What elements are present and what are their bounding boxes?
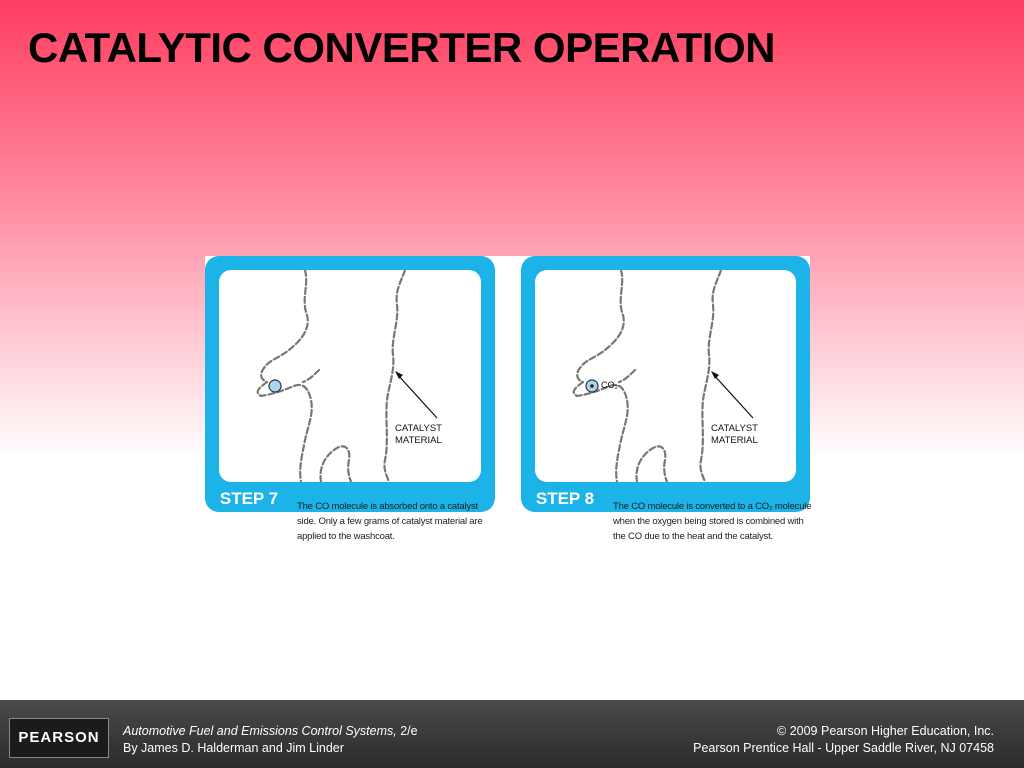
step-8-diagram <box>535 270 796 482</box>
footer-bar <box>0 700 1024 768</box>
catalytic-figure <box>205 256 810 556</box>
step-7-tab: STEP 7 <box>205 486 293 512</box>
washcoat-diagram <box>219 270 481 482</box>
step-8-caption: The CO molecule is converted to a CO₂ molecule when the oxygen being stored is combined with the CO due to the heat and the catalyst. <box>613 501 812 542</box>
step-8-frame <box>521 256 810 512</box>
copyright-block <box>693 723 994 757</box>
edition: 2/e <box>396 724 418 738</box>
pearson-logo: PEARSON <box>9 718 109 758</box>
catalyst-material-label: CATALYST MATERIAL <box>711 423 758 446</box>
step-7-caption: The CO molecule is absorbed onto a catalyst side. Only a few grams of catalyst material are applied to the washcoat. <box>297 501 483 542</box>
book-title: Automotive Fuel and Emissions Control Systems, <box>123 724 397 738</box>
step-8-tab: STEP 8 <box>521 486 609 512</box>
authors: By James D. Halderman and Jim Linder <box>123 741 344 755</box>
publisher: Pearson Prentice Hall - Upper Saddle River, NJ 07458 <box>693 741 994 755</box>
step-7-diagram <box>219 270 481 482</box>
step-7-frame <box>205 256 495 512</box>
co2-molecule-label: CO₂ <box>601 380 618 390</box>
copyright: © 2009 Pearson Higher Education, Inc. <box>777 724 994 738</box>
step-7-panel <box>205 256 495 556</box>
book-citation <box>123 723 418 757</box>
washcoat-diagram <box>535 270 796 482</box>
step-8-panel <box>521 256 810 556</box>
catalyst-material-label: CATALYST MATERIAL <box>395 423 442 446</box>
slide-title: CATALYTIC CONVERTER OPERATION <box>28 24 775 71</box>
